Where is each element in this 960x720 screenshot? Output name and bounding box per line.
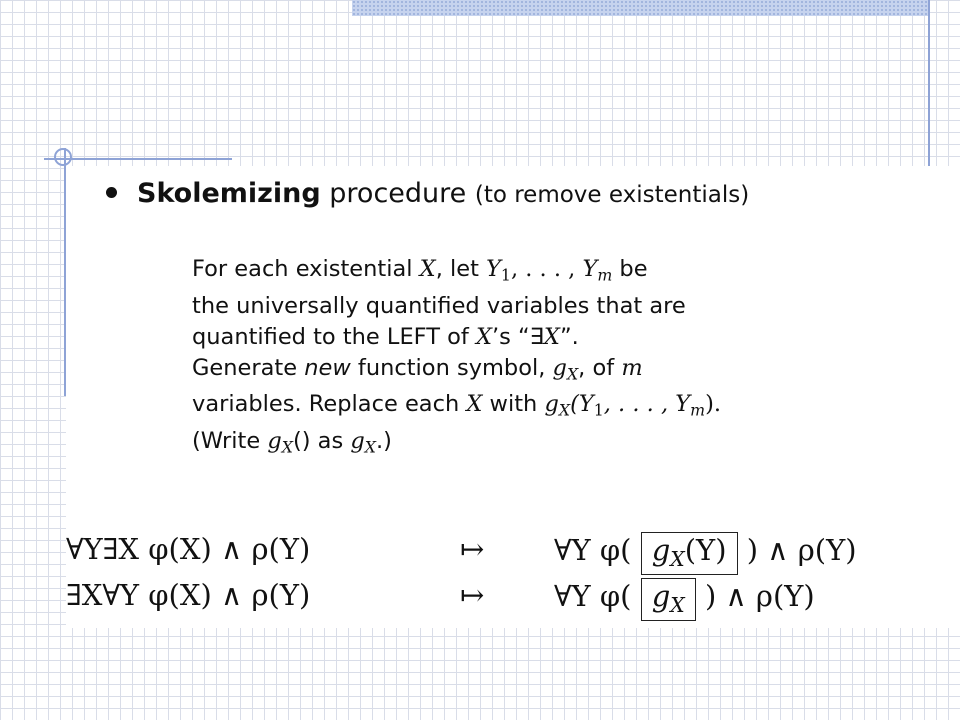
text: , let: [435, 256, 487, 282]
math-sub: 1: [593, 401, 604, 421]
heading-keyword: Skolemizing: [137, 178, 321, 209]
math-sub: m: [690, 401, 706, 421]
math-var: g: [267, 428, 282, 455]
math-var: X: [543, 323, 560, 350]
top-decorative-band: [352, 0, 930, 16]
math-sub: X: [670, 547, 685, 572]
description-line-2: the universally quantified variables that are: [192, 292, 686, 319]
formula-rhs: [554, 532, 857, 575]
description-line-3: [192, 322, 721, 353]
bullet-icon: [106, 187, 117, 198]
heading-paren: (to remove existentials): [474, 182, 750, 208]
rhs-suffix: ) ∧ ρ(Y): [737, 533, 857, 567]
rhs-prefix: ∀Y φ(: [554, 579, 641, 613]
math-sub: X: [670, 593, 685, 618]
header-decorative-line: [44, 158, 232, 160]
math-var: X: [475, 323, 492, 350]
math-var: g: [651, 533, 671, 567]
maps-to-arrow: ↦: [460, 532, 485, 566]
math-var: g: [552, 354, 567, 381]
text: be: [612, 256, 648, 282]
text: function symbol,: [350, 354, 553, 381]
math-var: X: [419, 256, 436, 282]
math-var: Y: [582, 256, 598, 282]
math-sub: X: [281, 437, 293, 457]
description-line-5: [192, 389, 721, 426]
math-var: g: [350, 428, 365, 455]
math-var: m: [621, 354, 643, 381]
math-sub: X: [364, 437, 376, 457]
math-sub: m: [597, 265, 613, 285]
description-line-1: [192, 254, 721, 291]
maps-to-arrow: ↦: [460, 578, 485, 612]
text: (Write: [192, 428, 268, 455]
formula-lhs: ∃X∀Y φ(X) ∧ ρ(Y): [66, 578, 311, 612]
math-dots: , . . . ,: [510, 256, 583, 282]
math-args: (Y): [684, 533, 727, 567]
right-decorative-line: [928, 0, 930, 166]
math-sub: 1: [500, 265, 511, 285]
text: , of: [578, 354, 622, 381]
text: variables. Replace each: [192, 391, 467, 418]
description-line-4: [192, 353, 721, 390]
skolem-term-box: [641, 578, 696, 621]
heading-rest: procedure: [320, 178, 475, 209]
formula-rhs: [554, 578, 815, 621]
crosshair-ornament-icon: [54, 148, 72, 166]
formula-lhs: ∀Y∃X φ(X) ∧ ρ(Y): [66, 532, 311, 566]
math-var: g: [544, 391, 559, 418]
math-args: ).: [705, 391, 721, 418]
text: ”.: [559, 323, 579, 350]
math-sub: X: [558, 401, 571, 421]
emphasis-new: new: [304, 354, 351, 381]
bullet-heading: [106, 178, 749, 209]
text: quantified to the LEFT of: [192, 323, 476, 350]
text: ’s “∃: [492, 323, 544, 350]
math-var: X: [466, 391, 483, 418]
skolem-term-box: [641, 532, 738, 575]
slide-content: [66, 166, 960, 628]
math-args: (Y: [570, 391, 594, 418]
text: () as: [292, 428, 351, 455]
rhs-prefix: ∀Y φ(: [554, 533, 641, 567]
text: Generate: [192, 354, 305, 381]
math-var: g: [651, 579, 671, 613]
math-sub: X: [566, 364, 579, 384]
math-var: Y: [486, 256, 501, 282]
math-args: , . . . , Y: [603, 391, 691, 418]
text: with: [482, 391, 545, 418]
procedure-description: [192, 254, 721, 463]
text: For each existential: [192, 256, 420, 282]
text: .): [375, 428, 392, 455]
description-line-6: [192, 426, 721, 463]
rhs-suffix: ) ∧ ρ(Y): [695, 579, 815, 613]
